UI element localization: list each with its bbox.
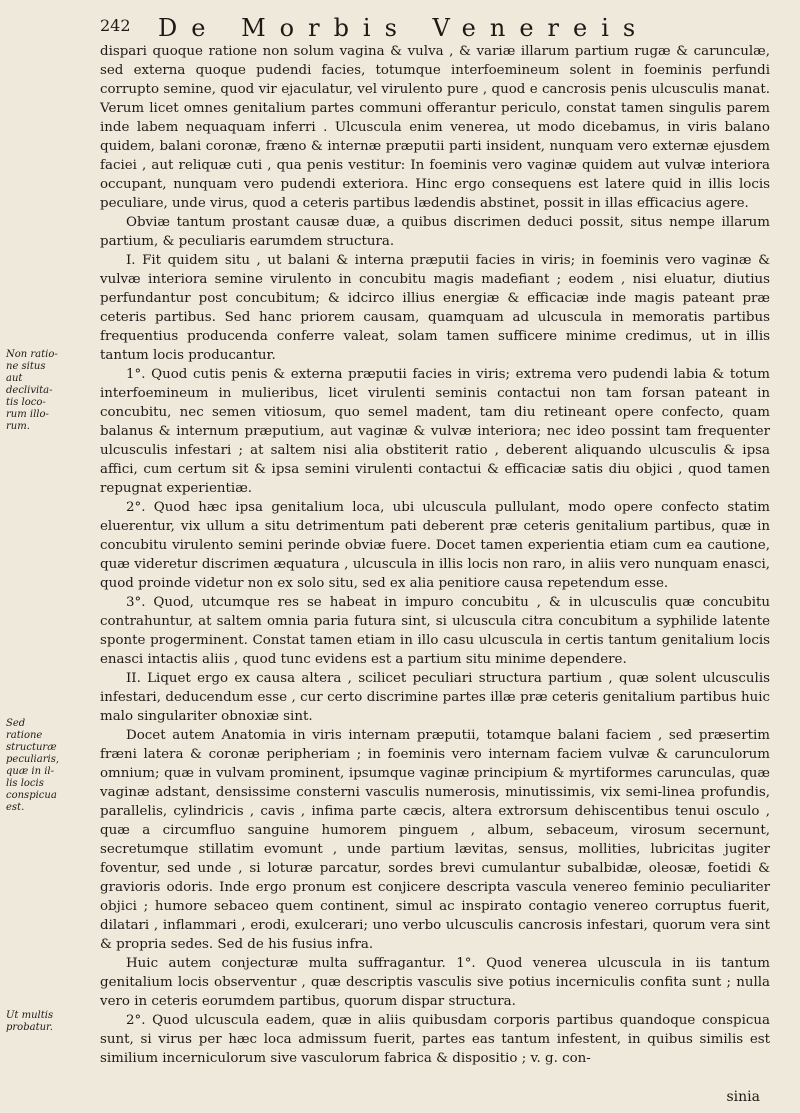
paragraph: Docet autem Anatomia in viris internam præputii, totamque balani faciem , sed præsertim fræni latera & coronæ peripheriam ; in foeminis vero internam faciem vulvæ & carunculorum omnium; quæ in vulvam prominent, ipsumque vaginæ principium & myrtiformes carunculas, quæ vaginæ adstant, densissime consterni vasculis numerosis, minutissimis, vix semi-linea profundis, parallelis, cylindricis , cavis , infima parte cæcis, altera extrorsum dehiscentibus tenui osculo , quæ a circumfluo sanguine humorem pinguem , album, sebaceum, virosum secernunt, secretumque stillatim evomunt , unde partium lævitas, sensus, mollities, lubricitas jugiter foventur, sed unde , si loturæ parcatur, sordes brevi cumulantur subalbidæ, oleosæ, foetidi & gravioris odoris. Inde ergo pronum est conjicere descripta vascula venereo feminio peculiariter objici ; humore sebaceo quem continent, simul ac inspirato contagio venereo corruptus fuerit, dilatari , inflammari , erodi, exulcerari; uno verbo ulcusculis cancrosis infestari, quorum vera sint & propria sedes. Sed de his fusius infra. xyxy=(100,728,770,952)
body-text xyxy=(100,42,770,1068)
paragraph: I. Fit quidem situ , ut balani & interna præputii facies in viris; in foeminis vero vaginæ & vulvæ interiora semine virulento in concubitu magis madefiant ; eodem , nisi eluatur, diutius perfundantur post concubitum; & idcirco illius energiæ & efficaciæ inde magis pateant præ ceteris partibus. Sed hanc priorem causam, quamquam ad ulcuscula in memoratis partibus frequentius producenda conferre valeat, solam tamen sufficere minime credimus, ut in illis tantum locis producantur. xyxy=(100,253,770,363)
running-title: De Morbis Venereis xyxy=(158,14,650,42)
paragraph: Huic autem conjecturæ multa suffragantur. 1°. Quod venerea ulcuscula in iis tantum genitalium locis observentur , quæ descriptis vasculis sive potius incerniculis confita sunt ; nulla vero in ceteris eorumdem partibus, quorum dispar structura. xyxy=(100,956,770,1009)
page-header xyxy=(100,14,690,44)
paragraph: 3°. Quod, utcumque res se habeat in impuro concubitu , & in ulcusculis quæ concubitu contrahuntur, at saltem omnia paria futura sint, si ulcuscula citra concubitum a syphilide latente sponte progerminent. Constat tamen etiam in illo casu ulcuscula in certis tantum genitalium locis enasci intactis aliis , quod tunc evidens est a partium situ minime dependere. xyxy=(100,595,770,667)
margin-note-structura: Sed ratione structuræ peculiaris, quæ in il- lis locis conspicua est. xyxy=(6,718,60,813)
margin-note-situs: Non ratio- ne situs aut declivita- tis loco- rum illo- rum. xyxy=(6,349,58,432)
paragraph: 2°. Quod hæc ipsa genitalium loca, ubi ulcuscula pullulant, modo opere confecto statim eluerentur, vix ullum a situ detrimentum pati deberent præ ceteris genitalium partibus, quæ in concubitu virulento semini perinde obviæ fuere. Docet tamen experientia etiam cum ea cautione, quæ videretur discrimen æquatura , ulcuscula in illis locis non raro, in aliis vero nunquam enasci, quod proinde videtur non ex solo situ, sed ex alia penitiore causa repetendum esse. xyxy=(100,500,770,591)
paragraph: Obviæ tantum prostant causæ duæ, a quibus discrimen deduci possit, situs nempe illarum partium, & peculiaris earumdem structura. xyxy=(100,215,770,249)
paragraph: II. Liquet ergo ex causa altera , scilicet peculiari structura partium , quæ solent ulcusculis infestari, deducendum esse , cur certo discrimine partes illæ præ ceteris genitalium partibus huic malo singulariter obnoxiæ sint. xyxy=(100,671,770,724)
paragraph: 1°. Quod cutis penis & externa præputii facies in viris; extrema vero pudendi labia & totum interfoemineum in mulieribus, licet virulenti seminis contactui non tam forsan pateant in concubitu, nec semen vitiosum, quo semel madent, tam diu retineant opere confecto, quam balanus & internum præputium, aut vaginæ & vulvæ interiora; nec ideo possint tam frequenter ulcusculis infestari ; at saltem nisi alia obstiterit ratio , deberent aliquando ulcusculis & ipsa affici, cum certum sit & ipsa semini virulenti contactui & efficaciæ satis diu objici , quod tamen repugnat experientiæ. xyxy=(100,367,770,496)
paragraph: 2°. Quod ulcuscula eadem, quæ in aliis quibusdam corporis partibus quandoque conspicua sunt, si virus per hæc loca admissum fuerit, partes eas tantum infestent, in quibus similis est similium incerniculorum sive vasculorum fabrica & dispositio ; v. g. con- xyxy=(100,1013,770,1066)
page-number: 242 xyxy=(100,16,131,35)
margin-note-probatur: Ut multis probatur. xyxy=(6,1010,54,1033)
paragraph: dispari quoque ratione non solum vagina & vulva , & variæ illarum partium rugæ & carunculæ, sed externa quoque pudendi facies, totumque interfoemineum solent in foeminis perfundi corrupto semine, quod vir ejaculatur, vel virulento pure , quod e cancrosis penis ulcusculis manat. Verum licet omnes genitalium partes communi offerantur periculo, constat tamen singulis parem inde labem nequaquam inferri . Ulcuscula enim venerea, ut modo dicebamus, in viris balano quidem, balani coronæ, fræno & internæ præputii parti insident, nunquam vero externæ ejusdem faciei , aut reliquæ cuti , qua penis vestitur: In foeminis vero vaginæ quidem aut vulvæ interiora occupant, nunquam vero pudendi exteriora. Hinc ergo consequens est latere quid in illis locis peculiare, unde virus, quod a ceteris partibus lædendis abstinet, possit in illas efficacius agere. xyxy=(100,44,770,211)
catchword: sinia xyxy=(726,1089,760,1105)
